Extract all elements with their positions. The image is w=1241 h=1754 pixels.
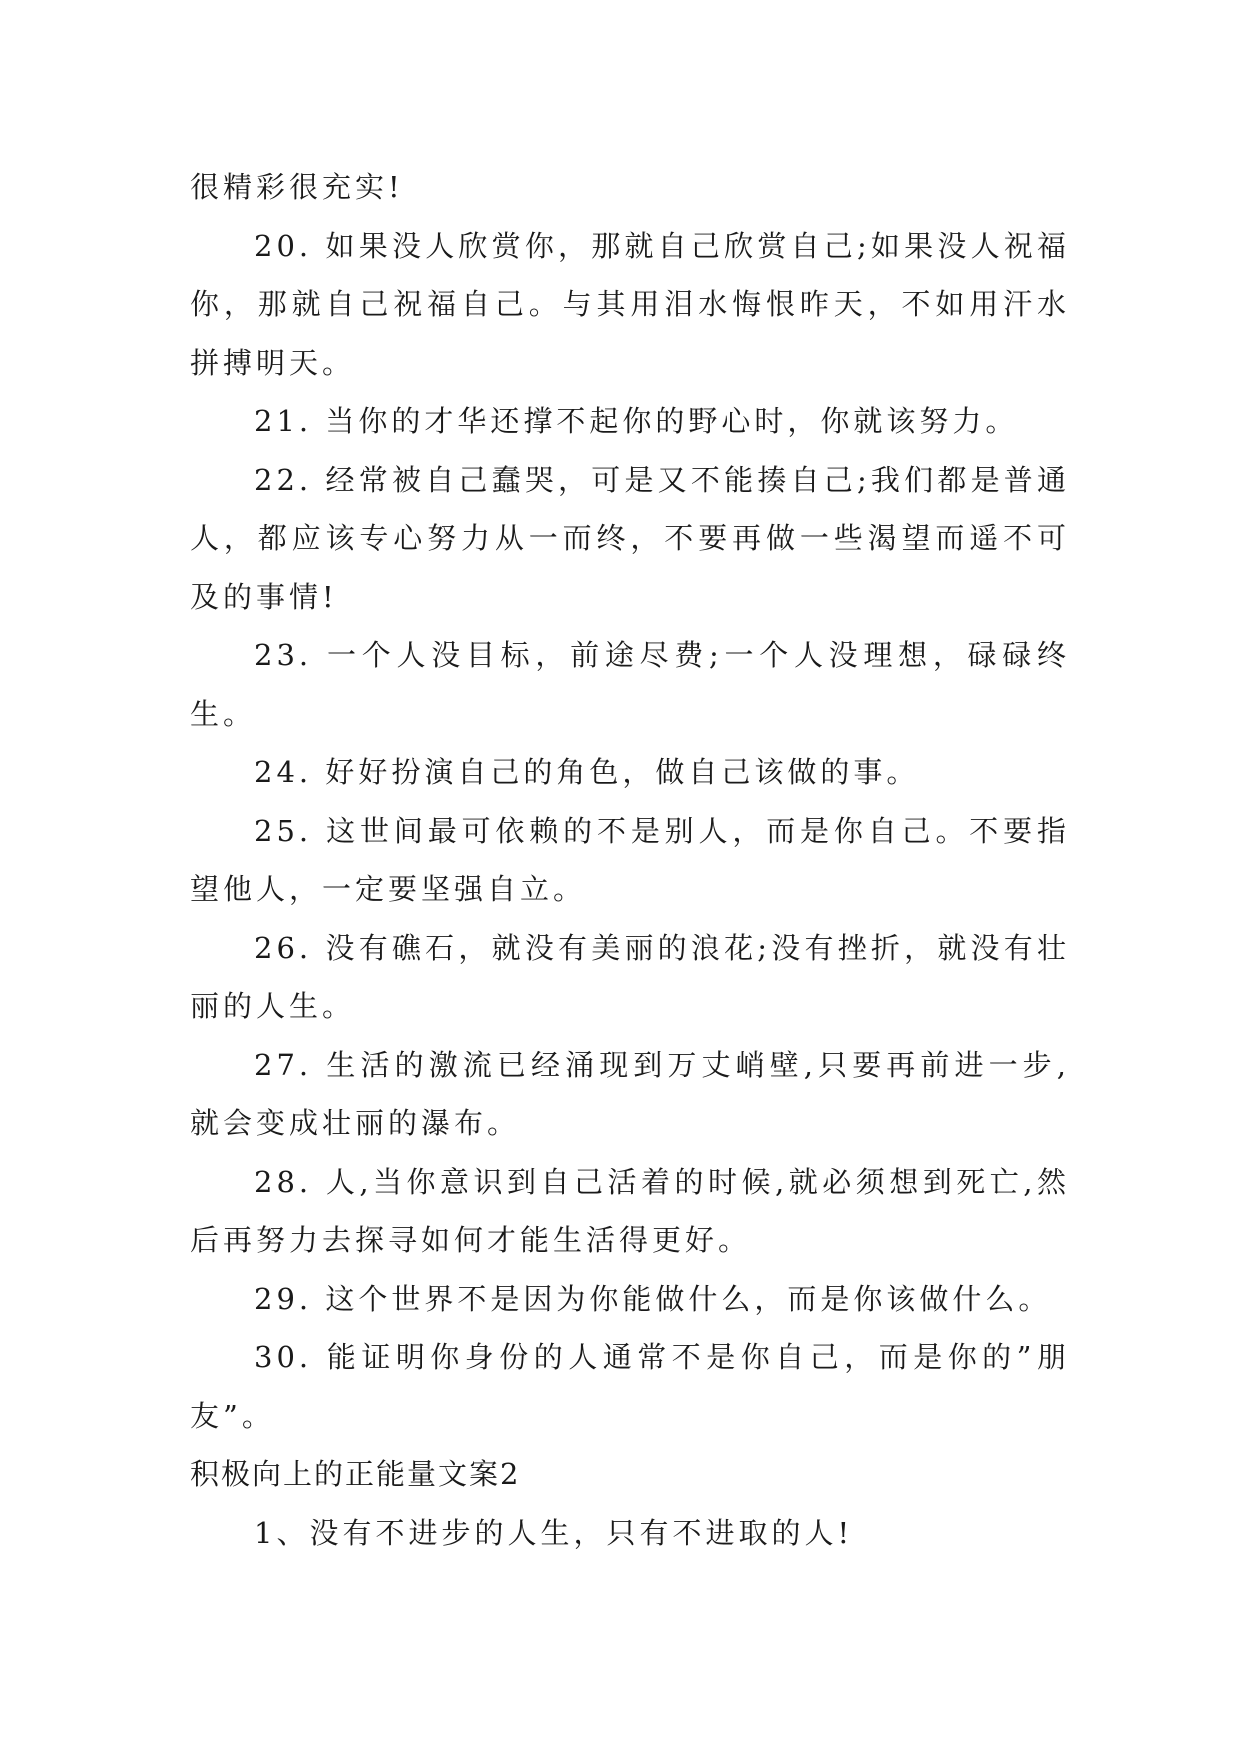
quote-item-21: 21. 当你的才华还撑不起你的野心时，你就该努力。	[254, 404, 1019, 438]
section-heading: 积极向上的正能量文案2	[190, 1457, 521, 1491]
quote-item-30: 30. 能证明你身份的人通常不是你自己，而是你的”朋友”。	[190, 1340, 1070, 1433]
quote-item-24: 24. 好好扮演自己的角色，做自己该做的事。	[254, 755, 920, 789]
document-body	[190, 158, 1070, 1562]
quote-item-27: 27. 生活的激流已经涌现到万丈峭壁,只要再前进一步,就会变成壮丽的瀑布。	[190, 1047, 1070, 1140]
quote-item-26: 26. 没有礁石，就没有美丽的浪花;没有挫折，就没有壮丽的人生。	[190, 930, 1070, 1023]
quote-item-22: 22. 经常被自己蠢哭，可是又不能揍自己;我们都是普通人，都应该专心努力从一而终，不要再做一些渴望而遥不可及的事情!	[190, 462, 1071, 614]
quote-item-1: 1、没有不进步的人生，只有不进取的人!	[254, 1515, 854, 1550]
quote-item-28: 28. 人,当你意识到自己活着的时候,就必须想到死亡,然后再努力去探寻如何才能生活得更好。	[190, 1164, 1070, 1257]
quote-item-25: 25. 这世间最可依赖的不是别人，而是你自己。不要指望他人，一定要坚强自立。	[190, 813, 1070, 906]
paragraph-continuation: 很精彩很充实!	[190, 170, 404, 204]
quote-item-20: 20. 如果没人欣赏你，那就自己欣赏自己;如果没人祝福你，那就自己祝福自己。与其用泪水悔恨昨天，不如用汗水拼搏明天。	[190, 228, 1071, 380]
quote-item-29: 29. 这个世界不是因为你能做什么，而是你该做什么。	[254, 1281, 1052, 1316]
quote-item-23: 23. 一个人没目标，前途尽费;一个人没理想，碌碌终生。	[190, 638, 1070, 731]
